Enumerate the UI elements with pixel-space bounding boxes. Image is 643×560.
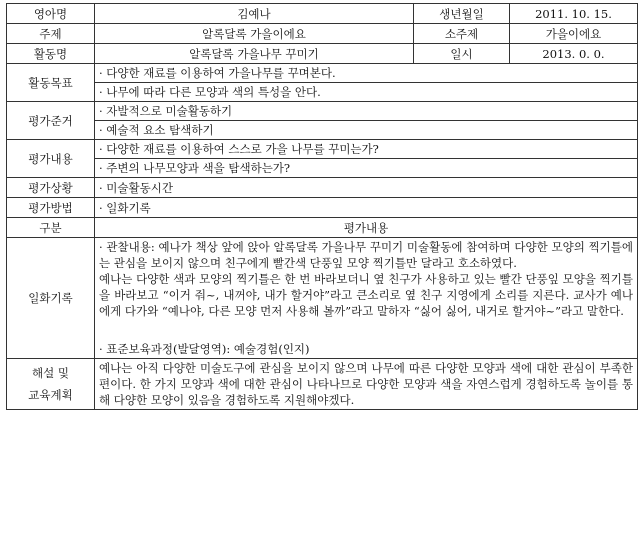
subtopic-value: 가을이에요 [510, 24, 638, 44]
content-row [7, 140, 638, 159]
subtopic-label: 소주제 [414, 24, 510, 44]
criteria-row [7, 121, 638, 140]
division-value: 평가내용 [95, 218, 638, 238]
interpretation-label-line: 해설 및 [32, 366, 69, 380]
content-item: · 다양한 재료를 이용하여 스스로 가을 나무를 꾸미는가? [95, 140, 638, 159]
method-row [7, 198, 638, 218]
situation-label: 평가상황 [7, 178, 95, 198]
division-label: 구분 [7, 218, 95, 238]
goals-row [7, 64, 638, 83]
goals-row [7, 83, 638, 102]
birth-value: 2011. 10. 15. [510, 4, 638, 24]
header-row-name [7, 4, 638, 24]
goals-label: 활동목표 [7, 64, 95, 102]
header-row-topic [7, 24, 638, 44]
anecdote-body [95, 238, 638, 359]
goals-item: · 나무에 따라 다른 모양과 색의 특성을 안다. [95, 83, 638, 102]
anecdote-label: 일화기록 [7, 238, 95, 359]
observation-paragraph: 예나는 다양한 색과 모양의 찍기틀은 한 번 바라보더니 옆 친구가 사용하고 있는 빨간 단풍잎 모양을 찍기틀을 바라보고 “이거 줘~, 내꺼야, 내가 할거야”라고 큰소리로 옆 친구 지영에게 소리를 지른다. 교사가 예나에게 다가와 “예나야, 다른 모양 먼저 사용해 볼까”라고 말하자 “싫어 싫어, 내거로 할거야~”라고 말한다. [99, 272, 633, 318]
anecdote-row [7, 238, 638, 359]
topic-value: 알록달록 가을이에요 [95, 24, 414, 44]
situation-row [7, 178, 638, 198]
criteria-item: · 자발적으로 미술활동하기 [95, 102, 638, 121]
activity-value: 알록달록 가을나무 꾸미기 [95, 44, 414, 64]
observation-paragraph: · 관찰내용: 예나가 책상 앞에 앉아 알록달록 가을나무 꾸미기 미술활동에 참여하며 다양한 모양의 찍기틀에는 관심을 보이지 않으며 친구에게 빨간색 단풍잎 모양 찍기틀만 달라고 호소하였다. [99, 240, 633, 270]
activity-label: 활동명 [7, 44, 95, 64]
goals-item: · 다양한 재료를 이용하여 가을나무를 꾸며본다. [95, 64, 638, 83]
interpretation-label-line: 교육계획 [28, 388, 73, 402]
method-value: · 일화기록 [95, 198, 638, 218]
criteria-label: 평가준거 [7, 102, 95, 140]
topic-label: 주제 [7, 24, 95, 44]
birth-label: 생년월일 [414, 4, 510, 24]
method-label: 평가방법 [7, 198, 95, 218]
observation-form [6, 3, 637, 410]
criteria-item: · 예술적 요소 탐색하기 [95, 121, 638, 140]
name-value: 김예나 [95, 4, 414, 24]
content-row [7, 159, 638, 178]
situation-value: · 미술활동시간 [95, 178, 638, 198]
content-label: 평가내용 [7, 140, 95, 178]
interpretation-label [7, 359, 95, 410]
content-item: · 주변의 나무모양과 색을 탐색하는가? [95, 159, 638, 178]
date-label: 일시 [414, 44, 510, 64]
header-row-activity [7, 44, 638, 64]
criteria-row [7, 102, 638, 121]
observation-table [6, 3, 638, 410]
interpretation-text: 예나는 아직 다양한 미술도구에 관심을 보이지 않으며 나무에 따른 다양한 모양과 색에 대한 관심이 부족한 편이다. 한 가지 모양과 색에 대한 관심이 나타나므로 다양한 모양과 색을 자연스럽게 경험하도록 놀이를 통해 다양한 모양이 있음을 경험하도록 지원해야겠다. [95, 359, 638, 410]
date-value: 2013. 0. 0. [510, 44, 638, 64]
interpretation-row [7, 359, 638, 410]
division-row [7, 218, 638, 238]
curriculum-note: · 표준보육과정(발달영역): 예술경험(인지) [99, 342, 310, 356]
spacer [99, 319, 633, 341]
name-label: 영아명 [7, 4, 95, 24]
